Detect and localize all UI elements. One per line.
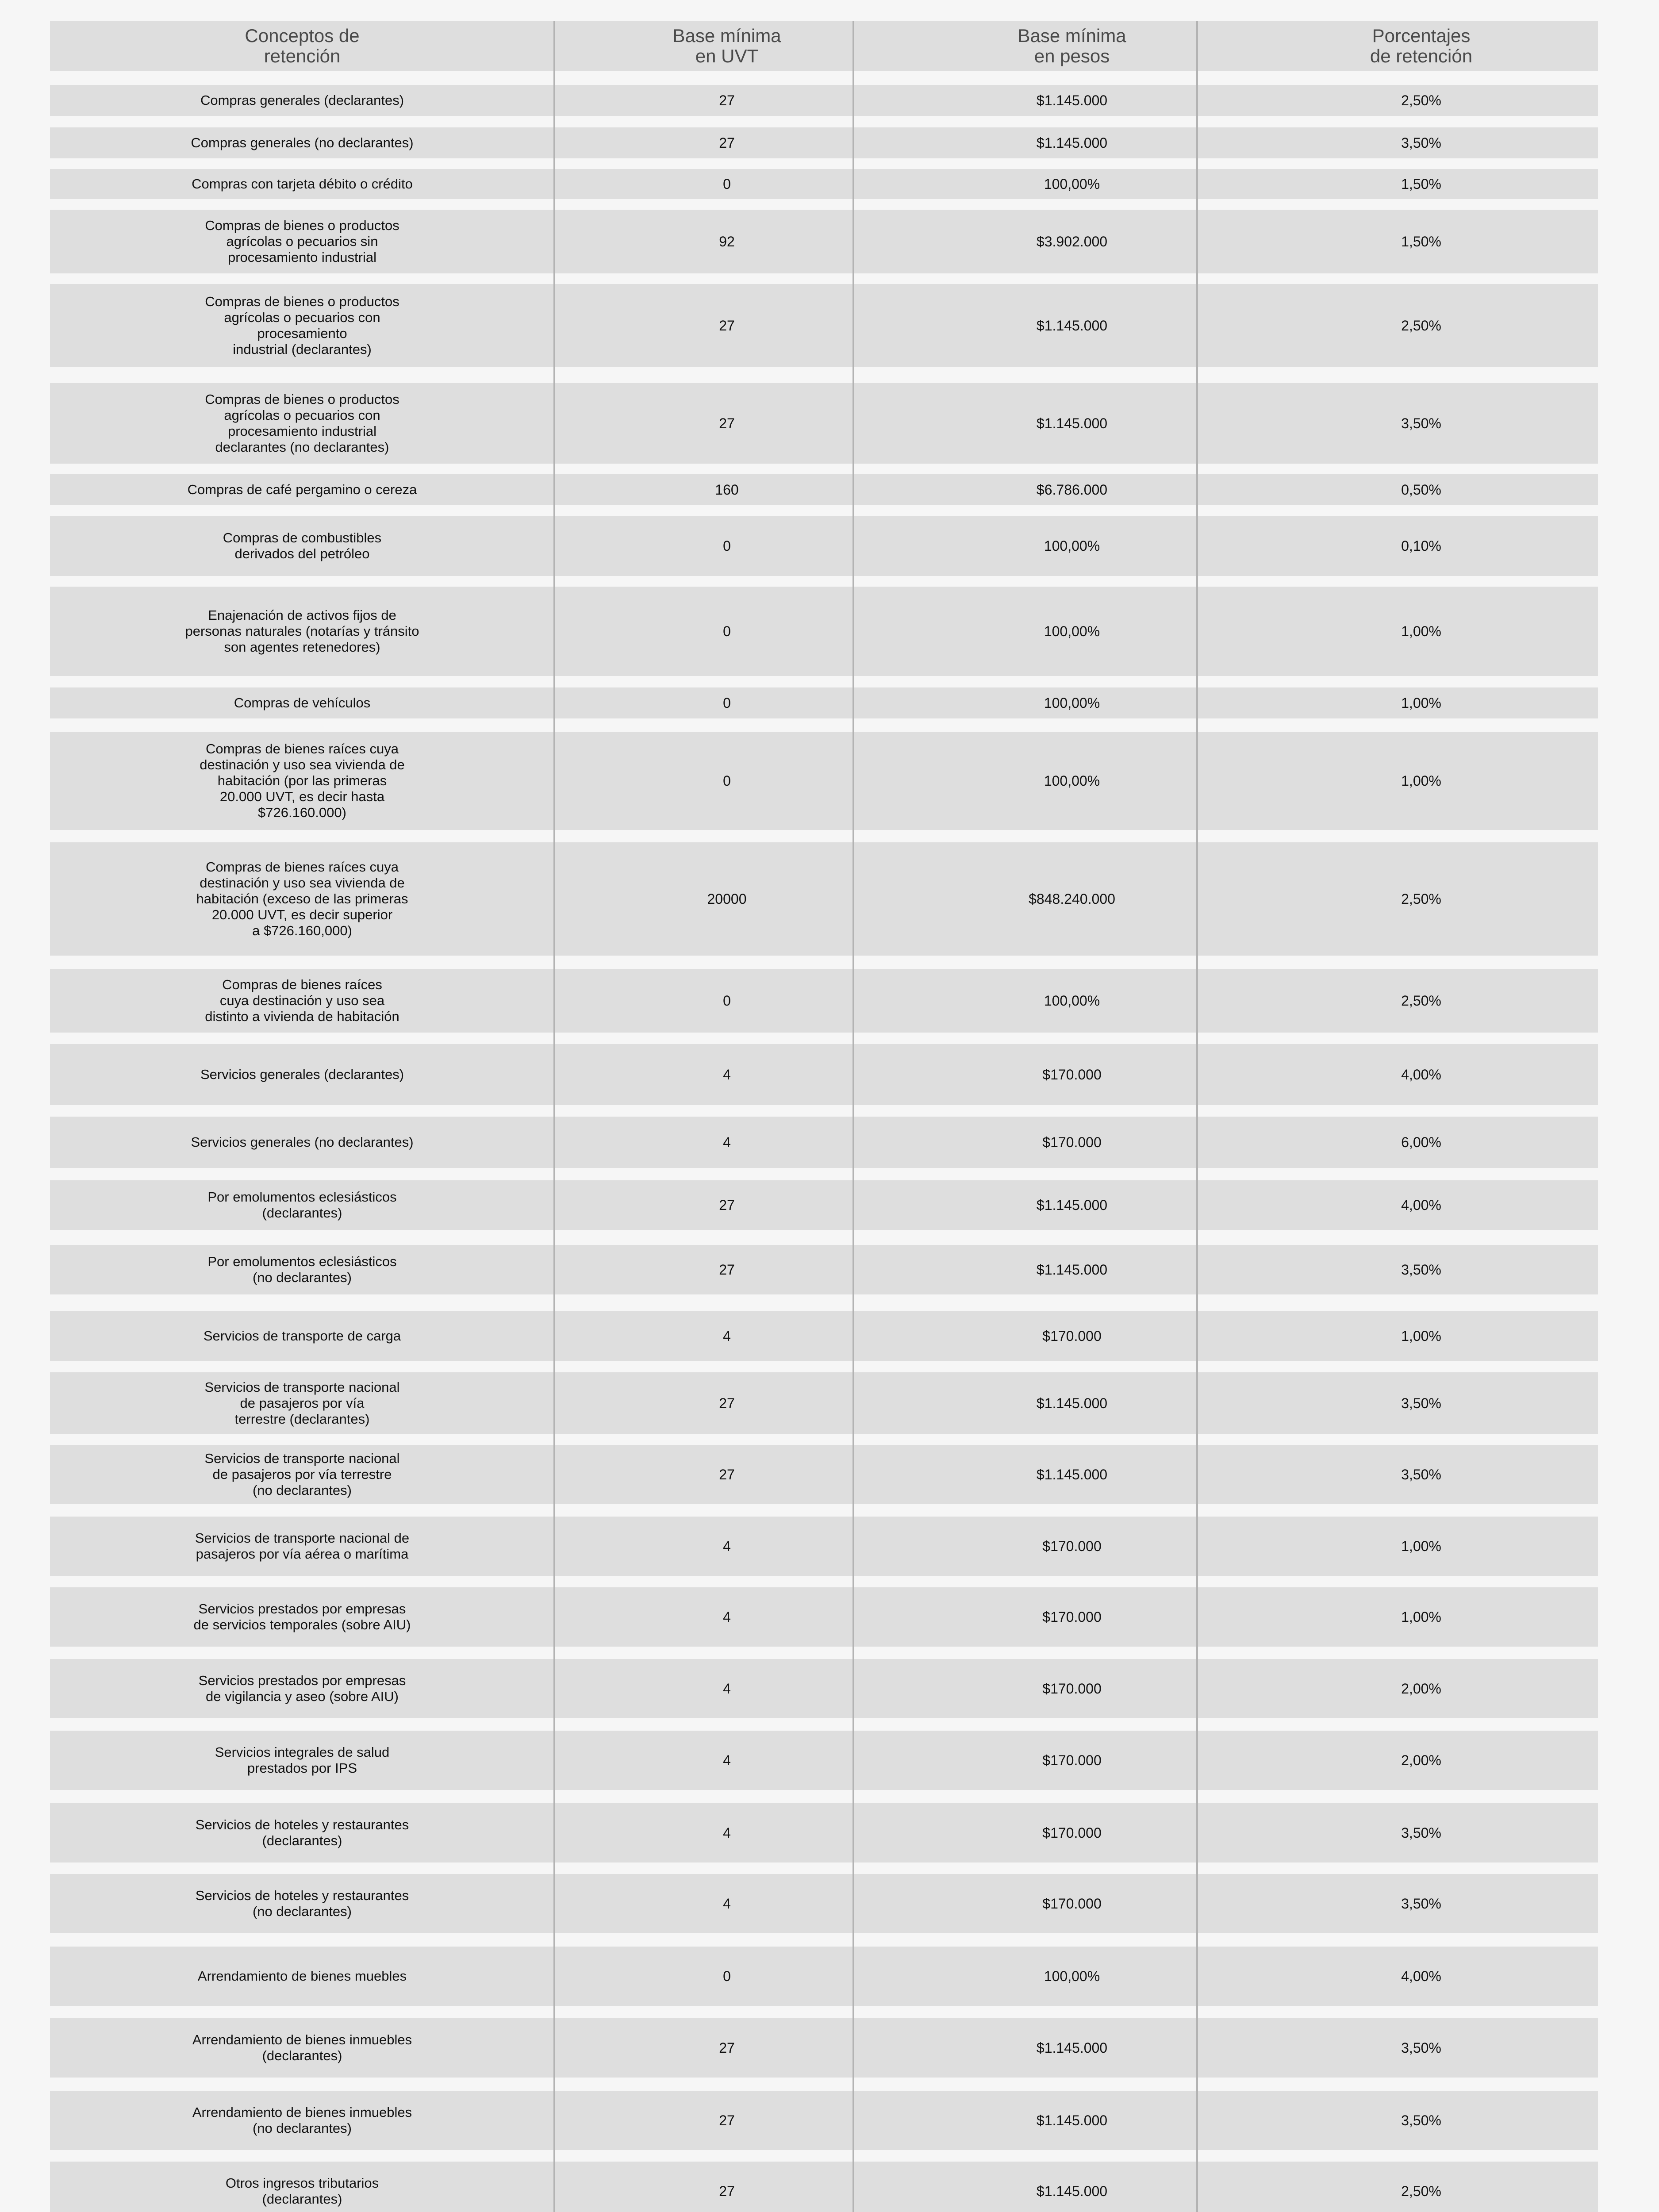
percentage-cell: 3,50%: [1401, 1466, 1441, 1482]
concept-cell: Arrendamiento de bienes inmuebles (declarantes): [192, 2032, 412, 2063]
base-uvt-cell: 4: [723, 1752, 731, 1768]
percentage-cell: 2,50%: [1401, 2183, 1441, 2199]
base-uvt-cell: 0: [723, 623, 731, 639]
concept-cell: Por emolumentos eclesiásticos (no declarantes): [207, 1254, 397, 1285]
concept-cell: Servicios prestados por empresas de vigilancia y aseo (sobre AIU): [198, 1673, 406, 1704]
concept-cell: Servicios integrales de salud prestados por IPS: [215, 1744, 390, 1776]
table-row: [50, 1947, 1598, 2006]
table-row: [50, 2091, 1598, 2150]
percentage-cell: 1,50%: [1401, 233, 1441, 250]
concept-cell: Por emolumentos eclesiásticos (declarantes): [207, 1189, 397, 1221]
base-pesos-cell: $170.000: [1042, 1824, 1102, 1841]
concept-cell: Compras con tarjeta débito o crédito: [192, 176, 413, 192]
percentage-cell: 3,50%: [1401, 415, 1441, 431]
base-pesos-cell: 100,00%: [1044, 992, 1100, 1009]
table-row: [50, 1245, 1598, 1294]
percentage-cell: 3,50%: [1401, 2112, 1441, 2128]
base-pesos-cell: $1.145.000: [1036, 1466, 1108, 1482]
base-pesos-cell: 100,00%: [1044, 176, 1100, 192]
base-uvt-cell: 27: [719, 134, 735, 151]
concept-cell: Compras de bienes raíces cuya destinación y uso sea distinto a vivienda de habitación: [205, 977, 399, 1024]
percentage-cell: 3,50%: [1401, 1895, 1441, 1912]
percentage-cell: 1,00%: [1401, 1328, 1441, 1344]
concept-cell: Compras de combustibles derivados del petróleo: [223, 530, 382, 561]
base-uvt-cell: 4: [723, 1680, 731, 1697]
table-row: [50, 969, 1598, 1033]
table-row: [50, 1874, 1598, 1933]
table-row: [50, 1311, 1598, 1361]
base-pesos-cell: $1.145.000: [1036, 134, 1108, 151]
base-pesos-cell: 100,00%: [1044, 538, 1100, 554]
base-uvt-cell: 27: [719, 317, 735, 334]
base-uvt-cell: 4: [723, 1538, 731, 1554]
base-pesos-cell: $3.902.000: [1036, 233, 1108, 250]
percentage-cell: 3,50%: [1401, 1261, 1441, 1278]
base-uvt-cell: 0: [723, 176, 731, 192]
concept-cell: Servicios de transporte nacional de pasajeros por vía terrestre (declarantes): [204, 1379, 400, 1427]
base-uvt-cell: 4: [723, 1824, 731, 1841]
base-uvt-cell: 27: [719, 1395, 735, 1411]
table-row: [50, 1731, 1598, 1790]
percentage-cell: 3,50%: [1401, 1824, 1441, 1841]
percentage-cell: 2,00%: [1401, 1752, 1441, 1768]
base-uvt-cell: 20000: [707, 891, 747, 907]
table-row: [50, 1117, 1598, 1168]
table-row: [50, 85, 1598, 116]
base-uvt-cell: 0: [723, 538, 731, 554]
base-uvt-cell: 4: [723, 1134, 731, 1150]
concept-cell: Enajenación de activos fijos de personas naturales (notarías y tránsito son agentes retenedores): [185, 607, 419, 655]
base-uvt-cell: 27: [719, 1197, 735, 1213]
percentage-cell: 1,00%: [1401, 623, 1441, 639]
table-row: [50, 587, 1598, 676]
concept-cell: Servicios de transporte nacional de pasajeros por vía terrestre (no declarantes): [204, 1451, 400, 1498]
concept-cell: Otros ingresos tributarios (declarantes): [225, 2175, 379, 2207]
percentage-cell: 4,00%: [1401, 1968, 1441, 1984]
base-pesos-cell: $1.145.000: [1036, 1197, 1108, 1213]
base-pesos-cell: $1.145.000: [1036, 2183, 1108, 2199]
base-pesos-cell: $170.000: [1042, 1752, 1102, 1768]
concept-cell: Compras de bienes o productos agrícolas o pecuarios con procesamiento industrial (declarantes): [205, 294, 399, 357]
base-pesos-cell: $1.145.000: [1036, 92, 1108, 108]
table-row: [50, 2018, 1598, 2078]
column-divider: [1196, 21, 1198, 2212]
concept-cell: Arrendamiento de bienes muebles: [197, 1968, 407, 1984]
base-uvt-cell: 27: [719, 1466, 735, 1482]
table-row: [50, 210, 1598, 273]
percentage-cell: 3,50%: [1401, 1395, 1441, 1411]
concept-cell: Servicios generales (no declarantes): [191, 1134, 414, 1150]
table-row: [50, 474, 1598, 505]
column-divider: [553, 21, 555, 2212]
concept-cell: Servicios de transporte de carga: [203, 1328, 401, 1344]
base-uvt-cell: 4: [723, 1609, 731, 1625]
concept-cell: Servicios de hoteles y restaurantes (declarantes): [195, 1817, 409, 1848]
table-row: [50, 732, 1598, 830]
concept-cell: Compras de bienes o productos agrícolas o pecuarios con procesamiento industrial declarantes (no declarantes): [205, 392, 399, 455]
concept-cell: Compras de café pergamino o cereza: [187, 482, 417, 497]
percentage-cell: 1,00%: [1401, 772, 1441, 789]
base-uvt-cell: 27: [719, 1261, 735, 1278]
header-concept: Conceptos de retención: [245, 25, 360, 66]
base-uvt-cell: 4: [723, 1328, 731, 1344]
concept-cell: Compras generales (no declarantes): [191, 135, 414, 150]
base-uvt-cell: 27: [719, 92, 735, 108]
base-uvt-cell: 160: [715, 481, 739, 498]
base-pesos-cell: $170.000: [1042, 1895, 1102, 1912]
concept-cell: Servicios generales (declarantes): [200, 1067, 404, 1082]
base-uvt-cell: 27: [719, 2183, 735, 2199]
concept-cell: Compras de bienes o productos agrícolas o pecuarios sin procesamiento industrial: [205, 218, 399, 265]
base-pesos-cell: $1.145.000: [1036, 415, 1108, 431]
concept-cell: Servicios de hoteles y restaurantes (no declarantes): [195, 1888, 409, 1919]
base-uvt-cell: 0: [723, 772, 731, 789]
table-row: [50, 842, 1598, 956]
header-percentage: Porcentajes de retención: [1370, 25, 1473, 66]
base-uvt-cell: 4: [723, 1066, 731, 1083]
table-row: [50, 1372, 1598, 1434]
table-row: [50, 169, 1598, 199]
concept-cell: Compras de bienes raíces cuya destinación y uso sea vivienda de habitación (por las primeras 20.000 UVT, es decir hasta $726.160.000): [200, 741, 405, 820]
table-row: [50, 1803, 1598, 1863]
base-pesos-cell: $1.145.000: [1036, 1395, 1108, 1411]
base-pesos-cell: $848.240.000: [1029, 891, 1115, 907]
base-uvt-cell: 27: [719, 2039, 735, 2056]
table-row: [50, 2162, 1598, 2212]
table-row: [50, 1517, 1598, 1576]
base-uvt-cell: 0: [723, 1968, 731, 1984]
table-row: [50, 1180, 1598, 1230]
percentage-cell: 2,50%: [1401, 92, 1441, 108]
base-pesos-cell: $170.000: [1042, 1680, 1102, 1697]
table-row: [50, 687, 1598, 718]
concept-cell: Servicios prestados por empresas de servicios temporales (sobre AIU): [193, 1601, 411, 1632]
percentage-cell: 6,00%: [1401, 1134, 1441, 1150]
percentage-cell: 2,50%: [1401, 891, 1441, 907]
percentage-cell: 4,00%: [1401, 1066, 1441, 1083]
base-pesos-cell: $170.000: [1042, 1134, 1102, 1150]
base-uvt-cell: 27: [719, 415, 735, 431]
percentage-cell: 1,00%: [1401, 1538, 1441, 1554]
percentage-cell: 2,00%: [1401, 1680, 1441, 1697]
column-divider: [853, 21, 854, 2212]
base-pesos-cell: 100,00%: [1044, 623, 1100, 639]
base-pesos-cell: $170.000: [1042, 1609, 1102, 1625]
base-pesos-cell: $1.145.000: [1036, 2112, 1108, 2128]
base-uvt-cell: 0: [723, 992, 731, 1009]
header-base-uvt: Base mínima en UVT: [672, 25, 781, 66]
concept-cell: Arrendamiento de bienes inmuebles (no declarantes): [192, 2104, 412, 2136]
base-pesos-cell: $170.000: [1042, 1538, 1102, 1554]
table-row: [50, 1445, 1598, 1504]
percentage-cell: 4,00%: [1401, 1197, 1441, 1213]
concept-cell: Servicios de transporte nacional de pasajeros por vía aérea o marítima: [195, 1530, 410, 1562]
base-uvt-cell: 4: [723, 1895, 731, 1912]
header-base-pesos: Base mínima en pesos: [1018, 25, 1126, 66]
percentage-cell: 1,50%: [1401, 176, 1441, 192]
table-row: [50, 284, 1598, 367]
base-pesos-cell: $1.145.000: [1036, 317, 1108, 334]
concept-cell: Compras de vehículos: [234, 695, 371, 710]
table-row: [50, 516, 1598, 576]
table-row: [50, 1659, 1598, 1718]
percentage-cell: 3,50%: [1401, 134, 1441, 151]
percentage-cell: 1,00%: [1401, 695, 1441, 711]
table-row: [50, 127, 1598, 158]
percentage-cell: 0,50%: [1401, 481, 1441, 498]
table-row: [50, 1587, 1598, 1647]
concept-cell: Compras generales (declarantes): [200, 92, 404, 108]
base-pesos-cell: $170.000: [1042, 1066, 1102, 1083]
base-pesos-cell: $1.145.000: [1036, 1261, 1108, 1278]
base-pesos-cell: $170.000: [1042, 1328, 1102, 1344]
base-uvt-cell: 92: [719, 233, 735, 250]
percentage-cell: 2,50%: [1401, 992, 1441, 1009]
base-uvt-cell: 27: [719, 2112, 735, 2128]
base-pesos-cell: $6.786.000: [1036, 481, 1108, 498]
base-pesos-cell: 100,00%: [1044, 1968, 1100, 1984]
percentage-cell: 1,00%: [1401, 1609, 1441, 1625]
base-uvt-cell: 0: [723, 695, 731, 711]
base-pesos-cell: $1.145.000: [1036, 2039, 1108, 2056]
table-header: [50, 21, 1598, 71]
base-pesos-cell: 100,00%: [1044, 695, 1100, 711]
percentage-cell: 3,50%: [1401, 2039, 1441, 2056]
base-pesos-cell: 100,00%: [1044, 772, 1100, 789]
table-row: [50, 383, 1598, 464]
percentage-cell: 2,50%: [1401, 317, 1441, 334]
concept-cell: Compras de bienes raíces cuya destinación y uso sea vivienda de habitación (exceso de las primeras 20.000 UVT, es decir superior a $726.160,000): [196, 859, 408, 938]
table-row: [50, 1044, 1598, 1105]
percentage-cell: 0,10%: [1401, 538, 1441, 554]
